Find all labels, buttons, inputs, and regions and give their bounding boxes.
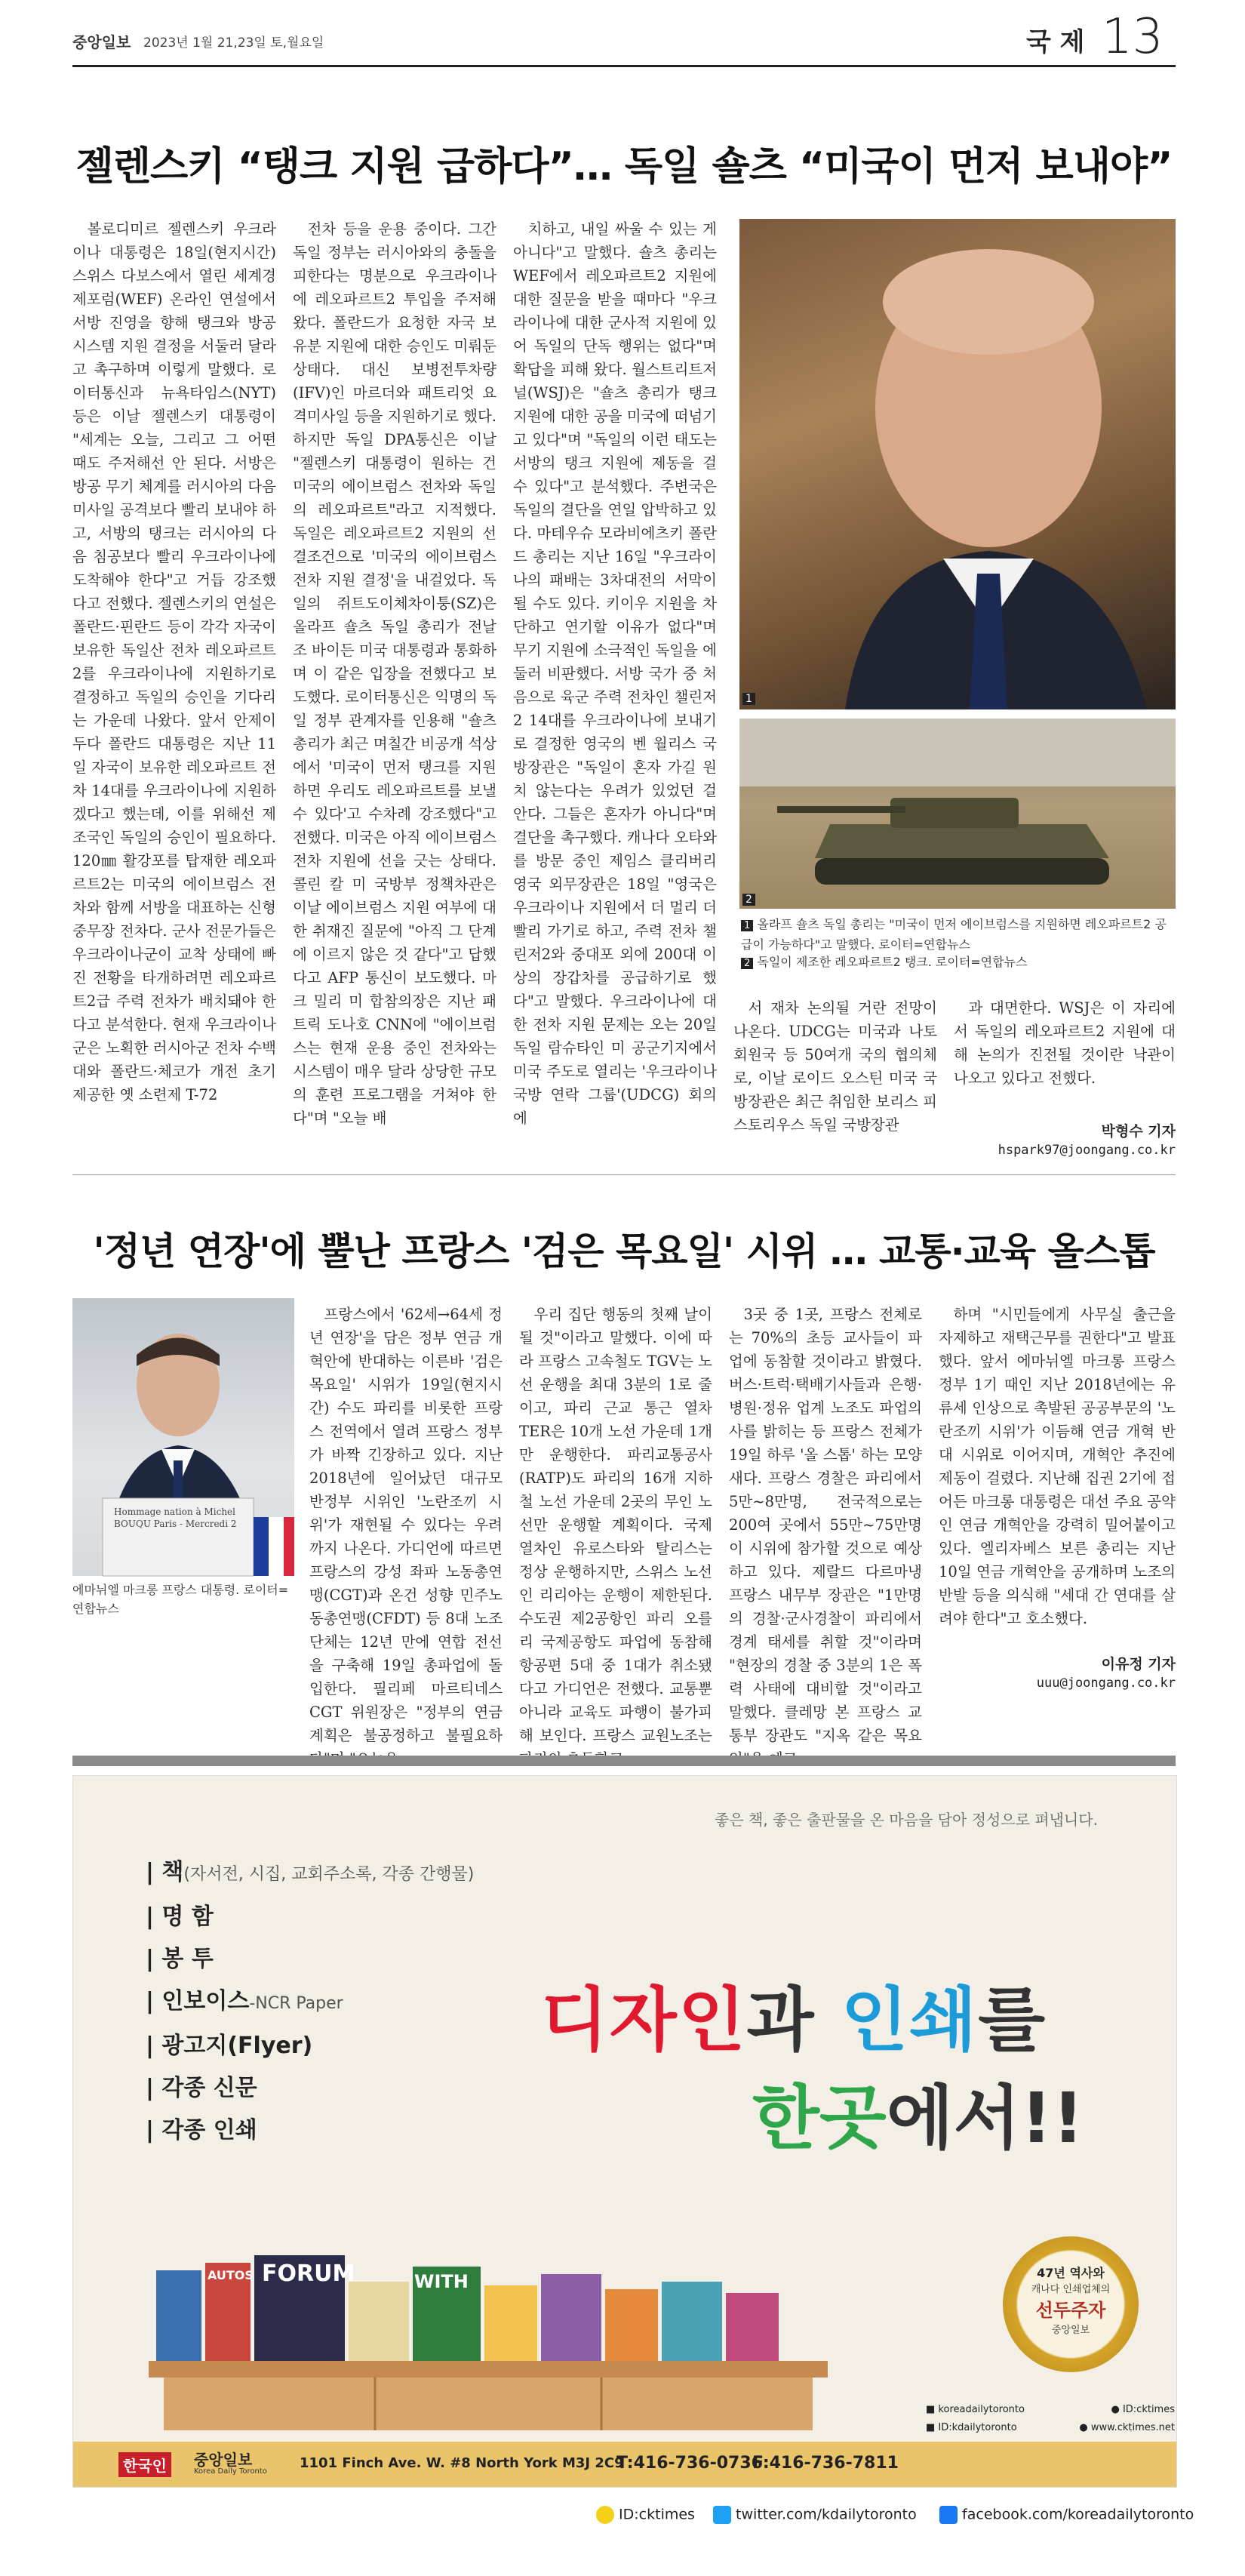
footer-twitter[interactable]: twitter.com/kdailytoronto: [713, 2506, 917, 2524]
ad-web[interactable]: ● www.cktimes.net: [1079, 2422, 1175, 2433]
anniversary-badge: [1003, 2236, 1139, 2372]
ad-slogan-line1: [541, 1965, 1047, 2064]
article2-col2-text: 우리 집단 행동의 첫째 날이 될 것"이라고 말했다. 이에 따라 프랑스 고속철도 TGV는 노선 운행을 최대 3분의 1로 줄이고, 파리 근교 통근 열차 TER은 10개 노선 가운데 1개만 운행한다. 파리교통공사(RATP)도 파리의 16개 지하철 노선 가운데 2곳의 무인 노선만 운행할 계획이다. 국제 열차인 유로스타와 탈리스는 정상 운행하지만, 스위스 노선인 리리아는 운행이 제한된다. 수도권 제2공항인 파리 오를리 국제공항도 파업에 동참해 항공편 5대 중 1대가 취소됐다고 가디언은 전했다. 교통뿐 아니라 교육도 파행이 불가피해 보인다. 프랑스 교원노조는: [519, 1306, 712, 1744]
article1-email[interactable]: hspark97@joongang.co.kr: [998, 1143, 1176, 1158]
badge-line4: 중앙일보: [1051, 2325, 1090, 2336]
footer-facebook[interactable]: facebook.com/koreadailytoronto: [939, 2506, 1194, 2524]
book-title-with: WITH: [414, 2271, 469, 2292]
logo-joongang-sub: Korea Daily Toronto: [194, 2467, 267, 2476]
caption1-number: 1: [741, 920, 753, 931]
article1-col3: [513, 217, 717, 1153]
slogan-object: 를: [978, 1980, 1047, 2060]
article1-caption1: [741, 915, 1176, 954]
page-number: 13: [1102, 9, 1164, 65]
article1-col4: [733, 996, 937, 1147]
article1-col3-text: 치하고, 내일 싸울 수 있는 게 아니다"고 말했다. 숄츠 총리는 WEF에서 레오파르트2 지원에 대한 질문을 받을 때마다 "우크라이나에 대한 군사적 지원에 있어 독일의 단독 행위는 없다"며 확답을 피해 왔다. 월스트리트저널(WSJ)은 "숄츠 총리가 탱크 지원에 대한 공을 미국에 떠넘기고 있다"며 "독일의 이런 태도는 서방의 탱크 지원에 제동을 걸 수 있다"고 분석했다. 주변국은 독일의 결단을 연일 압박하고 있다. 마테우슈 모라비에츠키 폴란드 총리는 지난 16일 "우크라이나의 패배는 3차대전의 서막이 될 수도 있다. 키이우 지원을 차단하고 연기할 이유가 없다"며 무기 지원에 소극적인 독일을 에둘러 비판했다. 서방 국가 중 처음으로 육군 주력 전차인 챌린저2 14대를 우크라이나에 보내기로 결정한 영국의 벤 월리스 국방장관은 "독일이 혼자 가길 원치 않는다는 우려가 있었던 걸 안다. 그들은 혼자가 아니다"며 결단을 촉구했다. 캐나다 오타와를 방문 중인 제임스 클리버리 영국 외무장관은 18일 "영국은 우크라이나 지원에서 더 멀리 더 빨리 가기로 하고, 주력 전차 챌린저2와 중대포 외에 200대 이상의 장갑차를 공급하기로 했다"고 말했다. 우크라이나에 대한 전차 지원 문제는 오는 20일 독일 람슈타인 미 공군기지에서 미국 주도로 열리는 '우크라이나 국방 연락 그룹'(UDCG) 회의에: [513, 220, 717, 1127]
article2-col1-text: 프랑스에서 '62세→64세 정년 연장'을 담은 정부 연금 개혁안에 반대하는 이른바 '검은 목요일' 시위가 19일(현지시간) 수도 파리를 비롯한 프랑스 전역에서 열려 프랑스 정부가 바짝 긴장하고 있다. 지난 2018년에 일어났던 대규모 반정부 시위인 '노란조끼 시위'가 재현될 수 있다는 우려까지 나온다. 가디언에 따르면 프랑스의 강성 좌파 노동총연맹(CGT)과 온건 성향 민주노동총연맹(CFDT) 등 8대 노조 단체는 12년 만에 연합 전선을 구축해 19일 총파업에 돌입한다. 필리페 마르티네스 CGT 위원장은 "정부의 연금 계획은 불공정하고 불필요하: [309, 1306, 503, 1744]
article1-col2: [293, 217, 496, 1153]
macron-figure: [72, 1298, 294, 1576]
masthead-date: 2023년 1월 21,23일 토,월요일: [143, 35, 324, 51]
article2-col4-text: 하며 "시민들에게 사무실 출근을 자제하고 재택근무를 권한다"고 발표했다. 앞서 에마뉘엘 마크롱 프랑스 정부 1기 때인 지난 2018년에는 유류세 인상으로 촉발된 공공부문의 '노란조끼 시위'가 이듬해 연금 개혁 반대 시위로 이어지며, 개혁안 추진에 제동이 걸렸다. 지난해 집권 2기에 접어든 마크롱 대통령은 대선 주요 공약인 연금 개혁안을 강력히 밀어붙이고 있다. 엘리자베스 보른 총리는 지난 10일 연금 개혁안을 공개하며 노조의 반발 등을 의식해 "세대 간 연대를 살려야 한다"고 호소했다.: [939, 1306, 1176, 1627]
article1-caption2: [741, 953, 1176, 973]
ad-id1[interactable]: ● ID:cktimes: [1111, 2404, 1175, 2415]
article1-col4-text: 서 재차 논의될 거란 전망이 나온다. UDCG는 미국과 나토 회원국 등 50여개 국의 협의체로, 이날 로이드 오스틴 미국 국방장관은 최근 취임한 보리스 피스토리우스 독일 국방장관: [733, 999, 937, 1134]
article2-col1: [309, 1303, 503, 1744]
print-advertisement: [72, 1775, 1177, 2488]
scholz-photo: [739, 219, 1176, 709]
ad-address: 1101 Finch Ave. W. #8 North York M3J 2C9: [300, 2455, 624, 2471]
logo-hankookin: 한국인: [118, 2452, 171, 2477]
badge-line3: 선두주자: [1035, 2300, 1106, 2321]
tank-photo: [739, 719, 1176, 909]
caption2-number: 2: [741, 958, 753, 969]
twitter-icon: [713, 2506, 731, 2524]
ad-social-row: [926, 2401, 1175, 2419]
masthead-paper: 중앙일보: [72, 33, 131, 51]
article2-caption: 에마뉘엘 마크롱 프랑스 대통령. 로이터=연합뉴스: [72, 1583, 289, 1616]
ad-item: | 명 함: [146, 1904, 214, 1930]
article1-reporter: 박형수 기자: [1101, 1123, 1176, 1140]
slogan-at: 에서!!: [886, 2078, 1084, 2159]
slogan-and: 과: [746, 1980, 841, 2060]
article2-col4: [939, 1303, 1176, 1650]
article1-col2-text: 전차 등을 운용 중이다. 그간 독일 정부는 러시아와의 충돌을 피한다는 명분으로 우크라이나에 레오파르트2 투입을 주저해 왔다. 폴란드가 요청한 자국 보유분 지원에 대한 승인도 미뤄둔 상태다. 대신 보병전투차량(IFV)인 마르더와 패트리엇 요격미사일 등을 지원하기로 했다. 하지만 독일 DPA통신은 이날 "젤렌스키 대통령이 원하는 건 미국의 에이브럼스 전차와 독일의 레오파르트"라고 지적했다. 독일은 레오파르트2 지원의 선결조건으로 '미국의 에이브럼스 전차 지원 결정'을 내걸었다. 독일의 쥐트도이체차이퉁(SZ)은 올라프 숄츠 독일 총리가 전날 조 바이든 미국 대통령과 통화하며 이 같은 입장을 전했다고 보도했다. 로이터통신은 익명의 독일 정부 관계자를 인용해 "숄츠 총리가 최근 며칠간 비공개 석상에서 '미국이 먼저 탱크를 지원하면 우리도 레오파르트를 보낼 수 있다'고 수차례 강조했다"고 전했다. 미국은 아직 에이브럼스 전차 지원에 선을 긋는 상태다. 콜린 칼 미 국방부 정책차관은 이날 에이브럼스 지원 여부에 대한 취재진 질문에 "아직 그 단계에 이르지 않은 것 같다"고 답했다고 AFP 통신이 보도했다. 마크 밀리 미 합참의장은 지난 패트릭 도나호 CNN에 "에이브럼스는 현재 운용 중인 전차와는 시스템이 매우 달라 상당한 규모의 훈련 프로그램을 거쳐야 한다"며 "오늘 배: [293, 220, 496, 1127]
ad-item: | 각종 인쇄: [146, 2117, 257, 2144]
article2-col3: [729, 1303, 922, 1744]
photo1-number: 1: [742, 693, 755, 705]
article1-col5-text: 과 대면한다. WSJ은 이 자리에서 독일의 레오파르트2 지원에 대해 논의가 진전될 것이란 낙관이 나오고 있다고 전했다.: [954, 999, 1176, 1087]
ad-item: | 봉 투: [146, 1946, 214, 1972]
article2-col3-text: 3곳 중 1곳, 프랑스 전체로는 70%의 초등 교사들이 파업에 동참할 것이라고 밝혔다. 버스·트럭·택배기사들과 은행·병원·정유 업계 노조도 파업의 사를 밝히는 등 프랑스 전체가 19일 하루 '올 스톱' 하는 모양새다. 프랑스 경찰은 파리에서 5만~8만명, 전국적으로는 200여 곳에서 55만~75만명이 시위에 참가할 것으로 예상하고 있다. 제랄드 다르마냉 프랑스 내무부 장관은 "1만명의 경찰·군사경찰이 파리에서 경계 태세를 취할 것"이라며 "현장의 경찰 중 3분의 1은 폭력 사태에 대비할 것"이라고 말했다. 클레망 본 프랑스 교통부 장관도 "지옥 같은 목요: [729, 1306, 922, 1744]
badge-line1: 47년 역사와: [1037, 2266, 1105, 2280]
scholz-figure: [739, 219, 1176, 709]
masthead-rule: [72, 65, 1176, 67]
caption2-text: 독일이 제조한 레오파르트2 탱크. 로이터=연합뉴스: [757, 955, 1028, 969]
ad-item: | 책(자서전, 시집, 교회주소록, 각종 간행물): [146, 1859, 475, 1885]
ad-slogan-line2: [752, 2063, 1084, 2162]
photo2-number: 2: [742, 894, 755, 906]
logo-joongang: 중앙일보: [194, 2451, 253, 2469]
ad-service-list: [146, 1851, 474, 2152]
ad-social-grid: [926, 2401, 1175, 2437]
article2-col2: [519, 1303, 712, 1744]
ad-item: | 인보이스-NCR Paper: [146, 1988, 343, 2014]
macron-podium-text: Hommage nation à Michel BOUQU Paris - Mercredi 2: [114, 1507, 237, 1529]
ad-fb-link[interactable]: ■ koreadailytoronto: [926, 2404, 1025, 2415]
ad-id2[interactable]: ■ ID:kdailytoronto: [926, 2422, 1017, 2433]
article1-col1: [72, 217, 276, 1153]
article2-reporter: 이유정 기자: [1101, 1656, 1176, 1673]
ad-top-rule: [72, 1756, 1176, 1766]
macron-photo: [72, 1298, 294, 1576]
ad-fax: F:416-736-7811: [752, 2454, 899, 2473]
slogan-one-place: 한곳: [752, 2078, 887, 2159]
ad-phone[interactable]: T:416-736-0736: [616, 2454, 763, 2473]
ad-contact-bar: [73, 2442, 1176, 2487]
article1-col1-text: 볼로디미르 젤렌스키 우크라이나 대통령은 18일(현지시간) 스위스 다보스에서 열린 세계경제포럼(WEF) 온라인 연설에서 서방 진영을 향해 탱크와 방공 시스템 지원 결정을 서둘러 달라고 촉구하며 이렇게 말했다. 로이터통신과 뉴욕타임스(NYT) 등은 이날 젤렌스키 대통령이 "세계는 오늘, 그리고 그 어떤 때도 주저해선 안 된다. 서방은 방공 무기 체계를 러시아의 다음 미사일 공격보다 빨리 보내야 하고, 서방의 탱크는 러시아의 다음 침공보다 빨리 우크라이나에 도착해야 한다"고 거듭 강조했다고 전했다. 젤렌스키의 연설은 폴란드·핀란드 등이 각각 자국이 보유한 독일산 전차 레오파르트2를 우크라이나에 지원하기로 결정하고 독일의 승인을 기다리는 가운데 나왔다. 앞서 안제이 두다 폴란드 대통령은 지난 11일 자국이 보유한 레오파르트 전차 14대를 우크라이나에 지원하겠다고 했는데, 이를 위해선 제조국인 독일의 승인이 필요하다. 120㎜ 활강포를 탑재한 레오파르트2는 미국의 에이브럼스 전차와 함께 서방을 대표하는 신형 중무장 전차다. 군사 전문가들은 우크라이나군이 교착 상태에 빠진 전황을 타개하려면 레오파르트2급 주력 전차가 배치돼야 한다고 분석한다. 현재 우크라이나군은 노획한 러시아군 전차 수백 대와 폴란드·체코가 개전 초기 제공한 옛 소련제 T-72: [72, 220, 276, 1103]
book-title-autos: AUTOS: [208, 2268, 254, 2282]
caption1-text: 올라프 숄츠 독일 총리는 "미국이 먼저 에이브럼스를 지원하면 레오파르트2 공급이 가능하다"고 말했다. 로이터=연합뉴스: [741, 917, 1167, 952]
article2-email[interactable]: uuu@joongang.co.kr: [1036, 1676, 1176, 1691]
printed-materials-illustration: [149, 2229, 858, 2440]
ad-item: | 광고지(Flyer): [146, 2033, 313, 2059]
section-name: 국 제: [1026, 27, 1085, 57]
slogan-print: 인쇄: [841, 1980, 979, 2060]
tank-figure: [739, 719, 1176, 909]
ad-tagline: 좋은 책, 좋은 출판물을 온 마음을 담아 정성으로 펴냅니다.: [715, 1811, 1098, 1829]
kakao-icon: [596, 2506, 614, 2524]
ad-social-row: [926, 2419, 1175, 2437]
article2-headline: '정년 연장'에 뿔난 프랑스 '검은 목요일' 시위 … 교통·교육 올스톱: [93, 1230, 1155, 1273]
facebook-icon: [939, 2506, 958, 2524]
book-title-forum: FORUM: [262, 2261, 355, 2287]
badge-line2: 캐나다 인쇄업체의: [1031, 2284, 1111, 2295]
ad-item: | 각종 신문: [146, 2075, 257, 2101]
article-divider: [72, 1174, 1176, 1175]
article1-col5: [954, 996, 1176, 1117]
footer-id[interactable]: ID:cktimes: [596, 2506, 695, 2524]
article1-headline: 젤렌스키 “탱크 지원 급하다”… 독일 숄츠 “미국이 먼저 보내야”: [75, 144, 1173, 189]
slogan-design: 디자인: [541, 1980, 747, 2060]
